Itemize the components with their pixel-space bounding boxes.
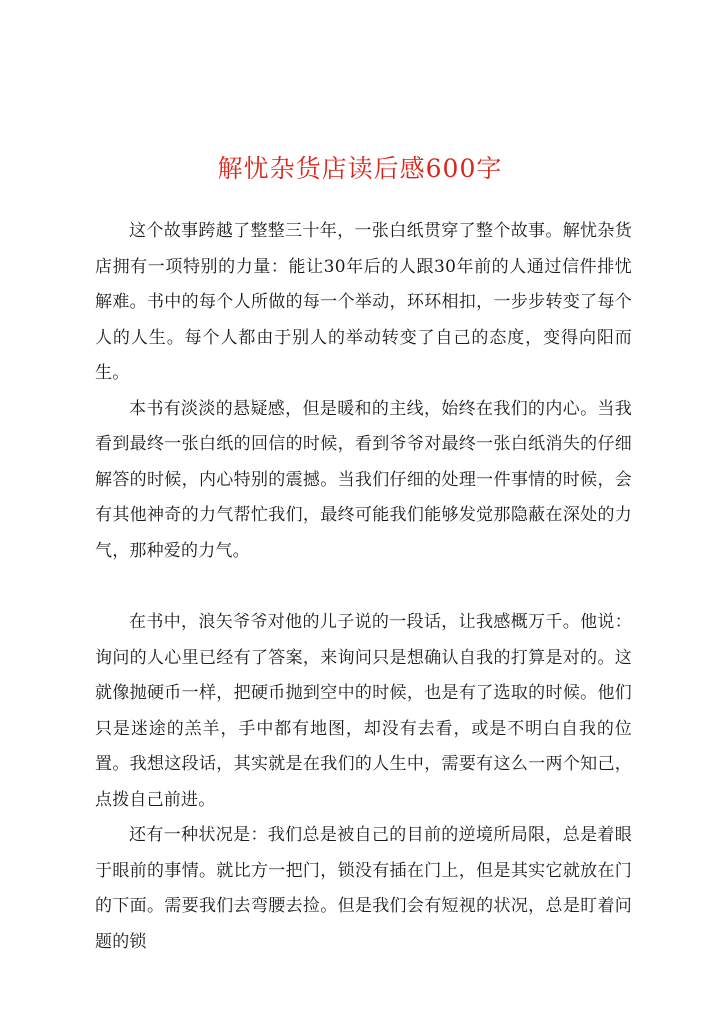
document-body bbox=[95, 214, 632, 960]
paragraph-2: 本书有淡淡的悬疑感，但是暖和的主线，始终在我们的内心。当我看到最终一张白纸的回信的时候，看到爷爷对最终一张白纸消失的仔细解答的时候，内心特别的震撼。当我们仔细的处理一件事情的时候，会有其他神奇的力气帮忙我们，最终可能我们能够发觉那隐蔽在深处的力气，那种爱的力气。 bbox=[95, 398, 632, 561]
paragraph-spacer bbox=[95, 569, 632, 605]
document-title: 解忧杂货店读后感600字 bbox=[217, 154, 503, 183]
paragraph-1: 这个故事跨越了整整三十年，一张白纸贯穿了整个故事。解忧杂货店拥有一项特别的力量：能让30年后的人跟30年前的人通过信件排忧解难。书中的每个人所做的每一个举动，环环相扣，一步步转变了每个人的人生。每个人都由于别人的举动转变了自己的态度，变得向阳而生。 bbox=[95, 221, 632, 383]
paragraph-4: 还有一种状况是：我们总是被自己的目前的逆境所局限，总是着眼于眼前的事情。就比方一把门，锁没有插在门上，但是其实它就放在门的下面。需要我们去弯腰去捡。但是我们会有短视的状况，总是盯着问题的锁 bbox=[95, 825, 632, 952]
paragraph-3: 在书中，浪矢爷爷对他的儿子说的一段话，让我感概万千。他说：询问的人心里已经有了答案，来询问只是想确认自我的打算是对的。这就像抛硬币一样，把硬币抛到空中的时候，也是有了选取的时候。他们只是迷途的羔羊，手中都有地图，却没有去看，或是不明白自我的位置。我想这段话，其实就是在我们的人生中，需要有这么一两个知己，点拨自己前进。 bbox=[95, 612, 632, 810]
